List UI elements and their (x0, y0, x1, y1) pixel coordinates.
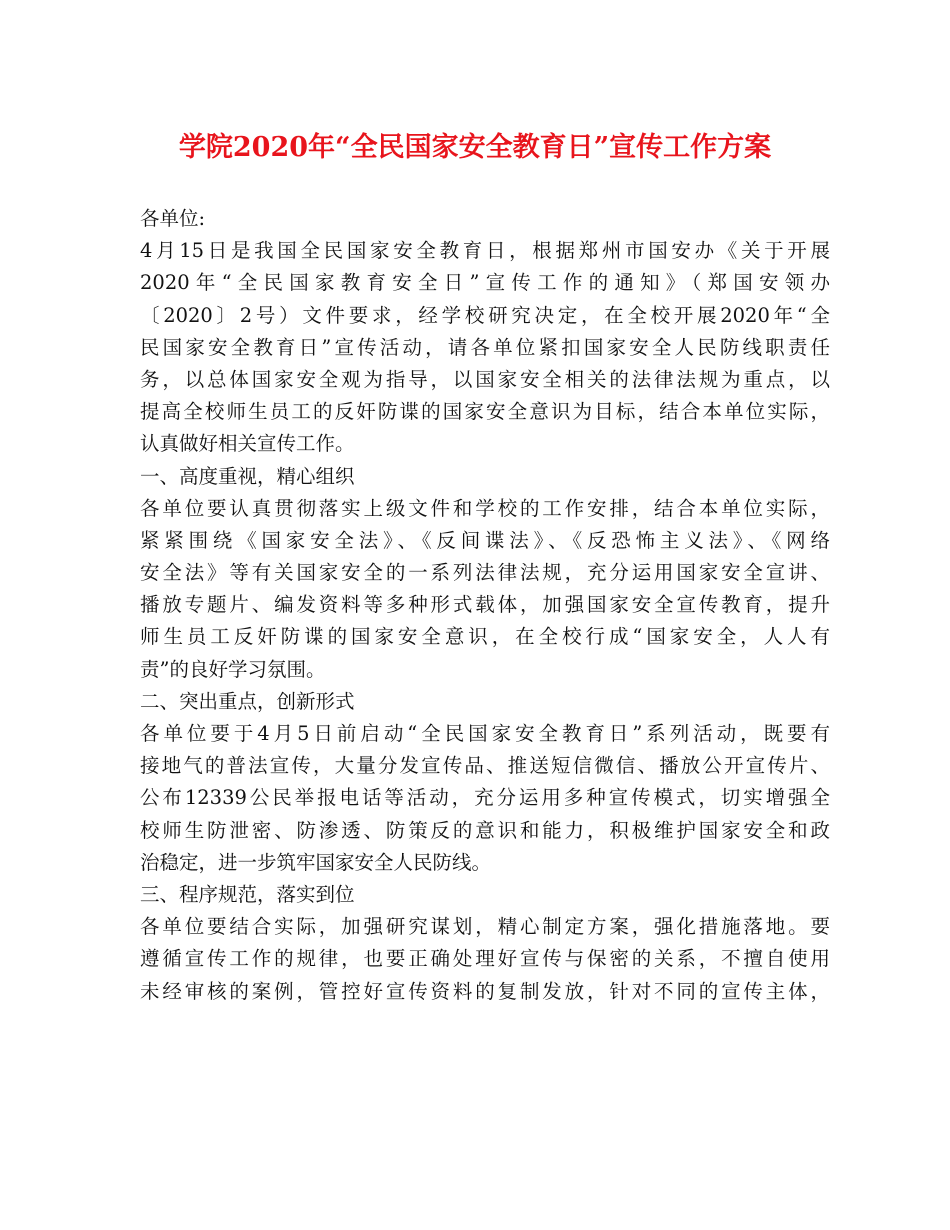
paragraph-line: 责”的良好学习氛围。 (140, 657, 326, 681)
salutation-line: 各单位: (140, 207, 206, 230)
section-heading: 一、高度重视，精心组织 (140, 464, 355, 488)
paragraph-line: 2020年“全民国家教育安全日”宣传工作的通知》（郑国安领办 (140, 271, 830, 295)
paragraph-line: 治稳定，进一步筑牢国家安全人民防线。 (140, 850, 492, 874)
paragraph-line: 各单位要认真贯彻落实上级文件和学校的工作安排，结合本单位实际， (140, 496, 830, 520)
paragraph-line: 紧紧围绕《国家安全法》、《反间谍法》、《反恐怖主义法》、《网络 (140, 528, 830, 552)
paragraph-line: 未经审核的案例，管控好宣传资料的复制发放，针对不同的宣传主体， (140, 979, 830, 1003)
paragraph-line: 播放专题片、编发资料等多种形式载体，加强国家安全宣传教育，提升 (140, 593, 830, 617)
paragraph-line: 安全法》等有关国家安全的一系列法律法规，充分运用国家安全宣讲、 (140, 561, 830, 585)
paragraph-line: 认真做好相关宣传工作。 (140, 432, 355, 456)
paragraph-line: 民国家安全教育日”宣传活动，请各单位紧扣国家安全人民防线职责任 (140, 335, 830, 359)
paragraph-line: 提高全校师生员工的反奸防谍的国家安全意识为目标，结合本单位实际， (140, 400, 830, 424)
paragraph-line: 务，以总体国家安全观为指导，以国家安全相关的法律法规为重点，以 (140, 367, 830, 391)
document-body (140, 203, 830, 1008)
section-heading: 三、程序规范，落实到位 (140, 882, 355, 906)
paragraph-line: 校师生防泄密、防渗透、防策反的意识和能力，积极维护国家安全和政 (140, 818, 830, 842)
section-heading: 二、突出重点，创新形式 (140, 689, 355, 713)
paragraph-line: 各单位要结合实际，加强研究谋划，精心制定方案，强化措施落地。要 (140, 915, 830, 939)
paragraph-line: 接地气的普法宣传，大量分发宣传品、推送短信微信、播放公开宣传片、 (140, 754, 830, 778)
paragraph-line: 4月15日是我国全民国家安全教育日，根据郑州市国安办《关于开展 (140, 239, 830, 263)
document-title: 学院2020年“全民国家安全教育日”宣传工作方案 (178, 132, 772, 163)
paragraph-line: 师生员工反奸防谍的国家安全意识，在全校行成“国家安全，人人有 (140, 625, 830, 649)
paragraph-line: 〔2020〕2号）文件要求，经学校研究决定，在全校开展2020年“全 (140, 303, 830, 327)
paragraph-line: 遵循宣传工作的规律，也要正确处理好宣传与保密的关系，不擅自使用 (140, 947, 830, 971)
paragraph-line: 各单位要于4月5日前启动“全民国家安全教育日”系列活动，既要有 (140, 722, 830, 745)
paragraph-line: 公布12339公民举报电话等活动，充分运用多种宣传模式，切实增强全 (140, 786, 830, 810)
